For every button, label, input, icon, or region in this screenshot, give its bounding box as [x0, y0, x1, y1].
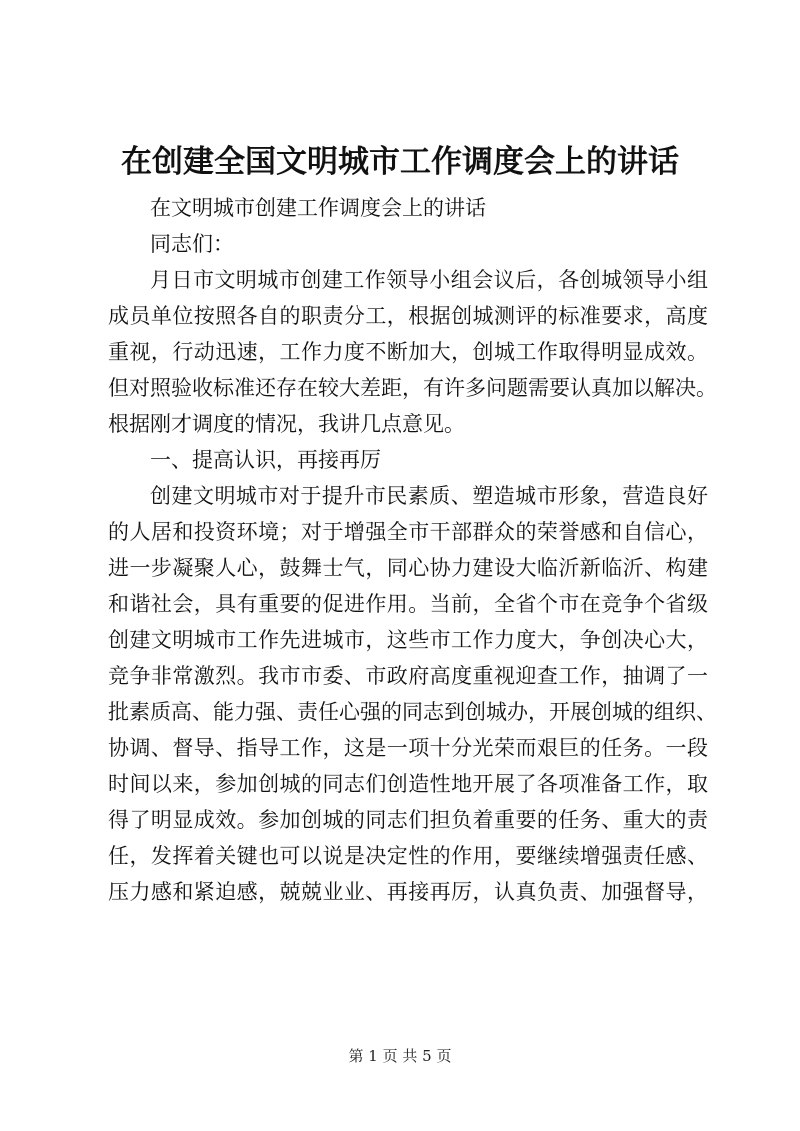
paragraph-line: 创建文明城市工作先进城市，这些市工作力度大，争创决心大，: [108, 628, 708, 652]
paragraph-line: 协调、督导、指导工作，这是一项十分光荣而艰巨的任务。一段: [108, 736, 708, 760]
paragraph-line: 任，发挥着关键也可以说是决定性的作用，要继续增强责任感、: [108, 844, 708, 868]
section-heading: 一、提高认识，再接再厉: [150, 448, 381, 472]
paragraph-line: 重视，行动迅速，工作力度不断加大，创城工作取得明显成效。: [108, 340, 708, 364]
paragraph-line: 创建文明城市对于提升市民素质、塑造城市形象，营造良好: [150, 484, 708, 508]
document-body: [108, 190, 717, 910]
paragraph-line: 竞争非常激烈。我市市委、市政府高度重视迎查工作，抽调了一: [108, 664, 708, 688]
paragraph-line: 的人居和投资环境；对于增强全市干部群众的荣誉感和自信心，: [108, 520, 708, 544]
subtitle-line: 在文明城市创建工作调度会上的讲话: [150, 196, 486, 220]
paragraph-line: 压力感和紧迫感，兢兢业业、再接再厉，认真负责、加强督导，: [108, 880, 708, 904]
paragraph-line: 进一步凝聚人心，鼓舞士气，同心协力建设大临沂新临沂、构建: [108, 556, 708, 580]
paragraph-line: 月日市文明城市创建工作领导小组会议后，各创城领导小组: [150, 268, 708, 292]
page-footer: 第 1 页 共 5 页: [348, 1047, 452, 1065]
paragraph-line: 得了明显成效。参加创城的同志们担负着重要的任务、重大的责: [108, 808, 708, 832]
paragraph-line: 和谐社会，具有重要的促进作用。当前，全省个市在竞争个省级: [108, 592, 708, 616]
document-title: 在创建全国文明城市工作调度会上的讲话: [121, 144, 679, 180]
paragraph-line: 根据刚才调度的情况，我讲几点意见。: [108, 412, 465, 436]
paragraph-line: 时间以来，参加创城的同志们创造性地开展了各项准备工作，取: [108, 772, 708, 796]
paragraph-line: 批素质高、能力强、责任心强的同志到创城办，开展创城的组织、: [108, 700, 717, 724]
paragraph-line: 但对照验收标准还存在较大差距，有许多问题需要认真加以解决。: [108, 376, 717, 400]
salutation-line: 同志们：: [150, 232, 234, 256]
paragraph-line: 成员单位按照各自的职责分工，根据创城测评的标准要求，高度: [108, 304, 708, 328]
